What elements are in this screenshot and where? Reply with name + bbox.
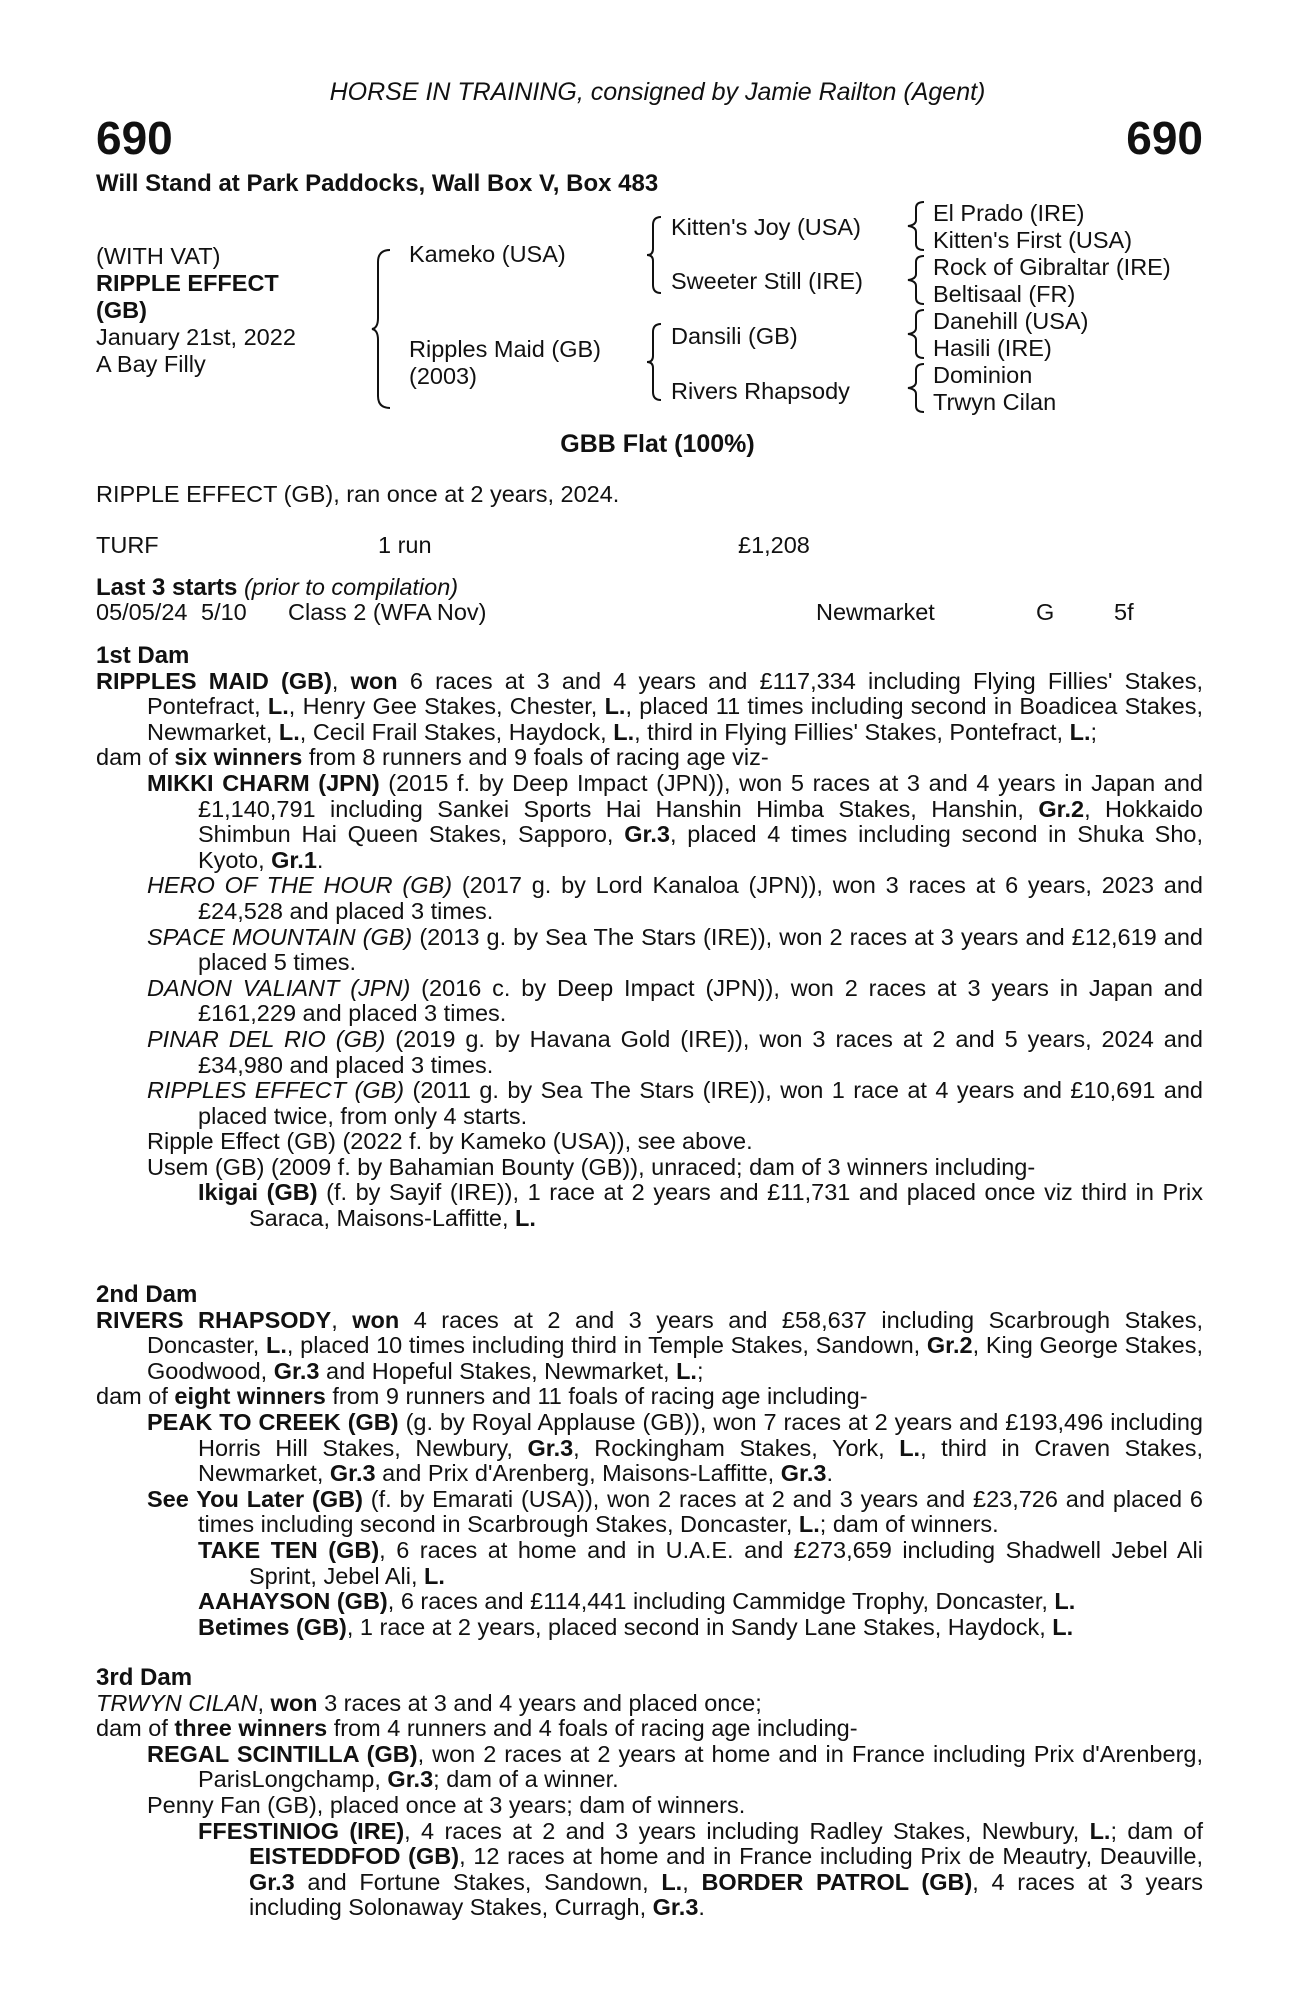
pedigree-ddd: Trwyn Cilan (933, 389, 1057, 415)
produce-entry (147, 925, 1203, 976)
grand-produce-entry (198, 1589, 1203, 1615)
text: (2013 g. by Sea The Stars (IRE)), won 2 races at 3 years and £12,619 and placed 5 times. (198, 923, 1204, 976)
record-surface: TURF (96, 532, 159, 558)
produce-entry: Ripple Effect (GB) (2022 f. by Kameko (USA)), see above. (147, 1128, 753, 1155)
produce-name: RIPPLES EFFECT (GB) (147, 1077, 405, 1104)
first-dam-produce-summary (96, 745, 1203, 771)
text: , Cecil Frail Stakes, Haydock, (299, 718, 614, 745)
horse-name-country: (GB) (96, 297, 147, 323)
text: , 12 races at home and in France including Prix de Meautry, Deauville, (459, 1843, 1203, 1870)
third-dam-produce-summary (96, 1716, 1203, 1742)
text: ; dam of (1110, 1817, 1203, 1844)
produce-name: AAHAYSON (GB) (198, 1588, 388, 1615)
text: 6 races at 3 and 4 years and £117,334 including Flying Fillies' Stakes, Pontefract, (147, 667, 1204, 720)
text: , Henry Gee Stakes, Chester, (288, 693, 605, 720)
text: and Hopeful Stakes, Newmarket, (319, 1357, 677, 1384)
text: , 6 races at home and in U.A.E. and £273,659 including Shadwell Jebel Ali Sprint, Jebel Ali, (249, 1536, 1203, 1589)
grade-mark: Gr.2 (1038, 795, 1085, 822)
second-dam-produce-summary (96, 1384, 1203, 1410)
first-dam-record: RIPPLES MAID (GB), won 6 races at 3 and 4 years and £117,334 including Flying Fillies' Stakes, Pontefract, L., Henry Gee Stakes, Chester, L., placed 11 times including second in Boadicea Stakes, Newmarket, L., Cecil Frail Stakes, Haydock, L., third in Flying Fillies' Stakes, Pontefract, L.; (96, 667, 1204, 745)
lot-number-left: 690 (96, 112, 173, 164)
text: , won 2 races at 2 years at home and in France including Prix d'Arenberg, ParisLongchamp, (198, 1740, 1203, 1793)
listed-mark: L. (676, 1357, 697, 1384)
grade-mark: Gr.3 (652, 1894, 699, 1921)
produce-name: TAKE TEN (GB) (198, 1536, 380, 1563)
last-starts-title: Last 3 starts (96, 574, 238, 601)
pedigree-dss: Danehill (USA) (933, 308, 1089, 334)
last-starts-heading (96, 575, 458, 601)
grade-mark: Gr.2 (926, 1332, 973, 1359)
produce-name: DANON VALIANT (JPN) (147, 974, 411, 1001)
listed-mark: L. (266, 1332, 287, 1359)
grade-mark: Gr.3 (527, 1434, 574, 1461)
produce-name: REGAL SCINTILLA (GB) (147, 1740, 418, 1767)
start-course: Newmarket (816, 599, 935, 625)
horse-description: A Bay Filly (96, 351, 206, 377)
text: (2016 c. by Deep Impact (JPN)), won 2 races at 3 years in Japan and £161,229 and placed 3 times. (198, 974, 1203, 1027)
first-dam-heading: 1st Dam (96, 642, 190, 669)
text: . (316, 846, 324, 873)
last-starts-note: (prior to compilation) (243, 574, 459, 600)
won-word: won (350, 667, 398, 694)
produce-entry: Penny Fan (GB), placed once at 3 years; dam of winners. (147, 1791, 746, 1818)
grand-produce-entry (198, 1615, 1203, 1641)
produce-name: SPACE MOUNTAIN (GB) (147, 923, 413, 950)
text: , King George Stakes, Goodwood, (147, 1332, 1203, 1384)
horse-identity (96, 243, 296, 378)
pedigree-sdd: Beltisaal (FR) (933, 281, 1076, 307)
text: ; (696, 1357, 704, 1384)
listed-mark: L. (424, 1562, 445, 1589)
third-dam-record: TRWYN CILAN, won 3 races at 3 and 4 years and placed once; (96, 1689, 762, 1716)
produce-name: BORDER PATROL (GB) (701, 1868, 973, 1895)
text: , 4 races at 3 years including Solonaway Stakes, Curragh, (249, 1868, 1203, 1921)
text: . (826, 1460, 833, 1487)
text: (f. by Sayif (IRE)), 1 race at 2 years and £11,731 and placed once viz third in Prix Saraca, Maisons-Laffitte, (249, 1179, 1203, 1232)
pedigree-dam-sire: Dansili (GB) (671, 323, 798, 349)
produce-name: HERO OF THE HOUR (GB) (147, 872, 453, 899)
start-going: G (1036, 599, 1055, 625)
race-record-summary: RIPPLE EFFECT (GB), ran once at 2 years, 2024. (96, 481, 620, 507)
pedigree-sire-dam: Sweeter Still (IRE) (671, 268, 863, 294)
listed-mark: L. (1069, 718, 1091, 745)
text: . (698, 1894, 705, 1921)
text: , 6 races and £114,441 including Cammidge Trophy, Doncaster, (387, 1588, 1055, 1615)
pedigree-bracket-main (370, 248, 394, 410)
text: dam of (96, 744, 175, 771)
lot-number-right: 690 (1126, 112, 1203, 164)
start-distance: 5f (1114, 599, 1134, 625)
text: and Fortune Stakes, Sandown, (294, 1868, 662, 1895)
text: from 8 runners and 9 foals of racing age viz- (302, 744, 769, 771)
listed-mark: L. (613, 718, 635, 745)
pedigree-ssd: Kitten's First (USA) (933, 227, 1133, 253)
record-earnings: £1,208 (738, 532, 810, 558)
first-dam-name: RIPPLES MAID (GB) (96, 667, 332, 694)
text: , Hokkaido Shimbun Hai Queen Stakes, Sapporo, (198, 795, 1204, 848)
text: , third in Flying Fillies' Stakes, Pontefract, (634, 718, 1070, 745)
text: , placed 4 times including second in Shuka Sho, Kyoto, (198, 821, 1203, 873)
grade-mark: Gr.1 (271, 846, 317, 873)
third-dam-heading: 3rd Dam (96, 1664, 193, 1691)
text: , (682, 1868, 702, 1895)
text: ; dam of winners. (819, 1511, 999, 1538)
foaling-date: January 21st, 2022 (96, 324, 296, 350)
listed-mark: L. (899, 1434, 921, 1461)
produce-entry (147, 1410, 1203, 1487)
grade-mark: Gr.3 (273, 1357, 320, 1384)
text: ; (1090, 718, 1098, 745)
start-date: 05/05/24 (96, 599, 188, 625)
pedigree-sire: Kameko (USA) (409, 241, 566, 267)
produce-name: PEAK TO CREEK (GB) (147, 1408, 399, 1435)
winners-count: six winners (174, 744, 303, 771)
produce-name: MIKKI CHARM (JPN) (147, 769, 380, 796)
second-dam-record: RIVERS RHAPSODY, won 4 races at 2 and 3 years and £58,637 including Scarbrough Stakes, Doncaster, L., placed 10 times including third in Temple Stakes, Sandown, Gr.2, King George Stakes, Goodwood, Gr.3 and Hopeful Stakes, Newmarket, L.; (96, 1306, 1204, 1384)
winners-count: eight winners (174, 1383, 326, 1410)
text: and Prix d'Arenberg, Maisons-Laffitte, (375, 1460, 781, 1487)
produce-name: FFESTINIOG (IRE) (198, 1817, 405, 1844)
start-race: Class 2 (WFA Nov) (288, 599, 487, 625)
pedigree-bracket-dam (645, 322, 665, 402)
grand-produce-entry (198, 1180, 1203, 1231)
produce-entry: Usem (GB) (2009 f. by Bahamian Bounty (GB)), unraced; dam of 3 winners including- (147, 1153, 1036, 1180)
listed-mark: L. (1054, 1588, 1076, 1615)
listed-mark: L. (604, 693, 626, 720)
second-dam-heading: 2nd Dam (96, 1281, 198, 1308)
vat-note: (WITH VAT) (96, 243, 221, 269)
pedigree-dam: Ripples Maid (GB) (409, 336, 601, 362)
produce-entry (147, 1742, 1203, 1793)
listed-mark: L. (515, 1205, 536, 1232)
sale-header: HORSE IN TRAINING, consigned by Jamie Railton (Agent) (329, 78, 986, 106)
text: , 1 race at 2 years, placed second in Sandy Lane Stakes, Haydock, (346, 1613, 1053, 1640)
text: (2019 g. by Havana Gold (IRE)), won 3 races at 2 and 5 years, 2024 and £34,980 and placed 3 times. (198, 1025, 1203, 1078)
text: (2015 f. by Deep Impact (JPN)), won 5 races at 3 and 4 years in Japan and £1,140,791 including Sankei Sports Hai Hanshin Himba Stakes, Hanshin, (198, 769, 1203, 822)
text: dam of (96, 1715, 175, 1742)
produce-name: Betimes (GB) (198, 1613, 347, 1640)
listed-mark: L. (278, 718, 300, 745)
text: dam of (96, 1383, 175, 1410)
text: (f. by Emarati (USA)), won 2 races at 2 and 3 years and £23,726 and placed 6 times including second in Scarbrough Stakes, Doncaster, (198, 1485, 1204, 1538)
text: (2011 g. by Sea The Stars (IRE)), won 1 race at 4 years and £10,691 and placed twice, from only 4 starts. (198, 1077, 1203, 1129)
pedigree-dam-year: (2003) (409, 363, 477, 389)
gbb-eligibility: GBB Flat (100%) (560, 430, 755, 458)
text: from 9 runners and 11 foals of racing age including- (325, 1383, 868, 1410)
grade-mark: Gr.3 (329, 1460, 376, 1487)
listed-mark: L. (1089, 1817, 1111, 1844)
second-dam-section (96, 1282, 1203, 1640)
grade-mark: Gr.3 (780, 1460, 827, 1487)
second-dam-name: RIVERS RHAPSODY (96, 1306, 332, 1333)
text: 3 races at 3 and 4 years and placed once; (317, 1689, 762, 1716)
pedigree-sire-sire: Kitten's Joy (USA) (671, 214, 861, 240)
produce-entry (147, 771, 1203, 873)
listed-mark: L. (1052, 1613, 1074, 1640)
pedigree-brackets-third-gen (904, 200, 930, 410)
record-runs: 1 run (378, 532, 432, 558)
pedigree-sds: Rock of Gibraltar (IRE) (933, 254, 1171, 280)
first-dam-section (96, 643, 1203, 1232)
grand-produce-entry (198, 1819, 1203, 1921)
text: (2017 g. by Lord Kanaloa (JPN)), won 3 races at 6 years, 2023 and £24,528 and placed 3 times. (198, 872, 1203, 924)
produce-entry (147, 1027, 1203, 1078)
winners-count: three winners (174, 1715, 328, 1742)
listed-mark: L. (798, 1511, 820, 1538)
produce-name: EISTEDDFOD (GB) (249, 1843, 460, 1870)
pedigree-dam-dam: Rivers Rhapsody (671, 378, 850, 404)
text: , placed 11 times including second in Boadicea Stakes, Newmarket, (147, 693, 1203, 745)
horse-name: RIPPLE EFFECT (96, 270, 279, 296)
produce-entry (147, 873, 1203, 924)
text: from 4 runners and 4 foals of racing age including- (327, 1715, 858, 1742)
text: , placed 10 times including third in Temple Stakes, Sandown, (286, 1332, 927, 1359)
start-place: 5/10 (201, 599, 247, 625)
grade-mark: Gr.3 (624, 821, 670, 848)
produce-entry (147, 976, 1203, 1027)
grand-produce-entry (198, 1538, 1203, 1589)
pedigree-dds: Dominion (933, 362, 1033, 388)
grade-mark: Gr.3 (249, 1868, 295, 1895)
listed-mark: L. (267, 693, 289, 720)
produce-entry (147, 1487, 1203, 1538)
listed-mark: L. (661, 1868, 683, 1895)
won-word: won (352, 1306, 400, 1333)
text: (g. by Royal Applause (GB)), won 7 races at 2 years and £193,496 including Horris Hill Stakes, Newbury, (198, 1408, 1203, 1461)
pedigree-sss: El Prado (IRE) (933, 200, 1085, 226)
third-dam-name: TRWYN CILAN (96, 1689, 258, 1716)
won-word: won (270, 1689, 318, 1716)
stand-location: Will Stand at Park Paddocks, Wall Box V, Box 483 (96, 170, 659, 197)
text: ; dam of a winner. (433, 1766, 619, 1793)
produce-entry (147, 1078, 1203, 1129)
text: , Rockingham Stakes, York, (573, 1434, 900, 1461)
grade-mark: Gr.3 (387, 1766, 434, 1793)
produce-name: Ikigai (GB) (198, 1179, 318, 1206)
text: , 4 races at 2 and 3 years including Radley Stakes, Newbury, (404, 1817, 1090, 1844)
text: , third in Craven Stakes, Newmarket, (198, 1434, 1204, 1487)
produce-name: PINAR DEL RIO (GB) (147, 1025, 386, 1052)
pedigree-bracket-sire (645, 215, 665, 295)
text: 4 races at 2 and 3 years and £58,637 including Scarbrough Stakes, Doncaster, (147, 1306, 1204, 1359)
third-dam-section (96, 1665, 1203, 1921)
pedigree-dsd: Hasili (IRE) (933, 335, 1052, 361)
produce-name: See You Later (GB) (147, 1485, 363, 1512)
